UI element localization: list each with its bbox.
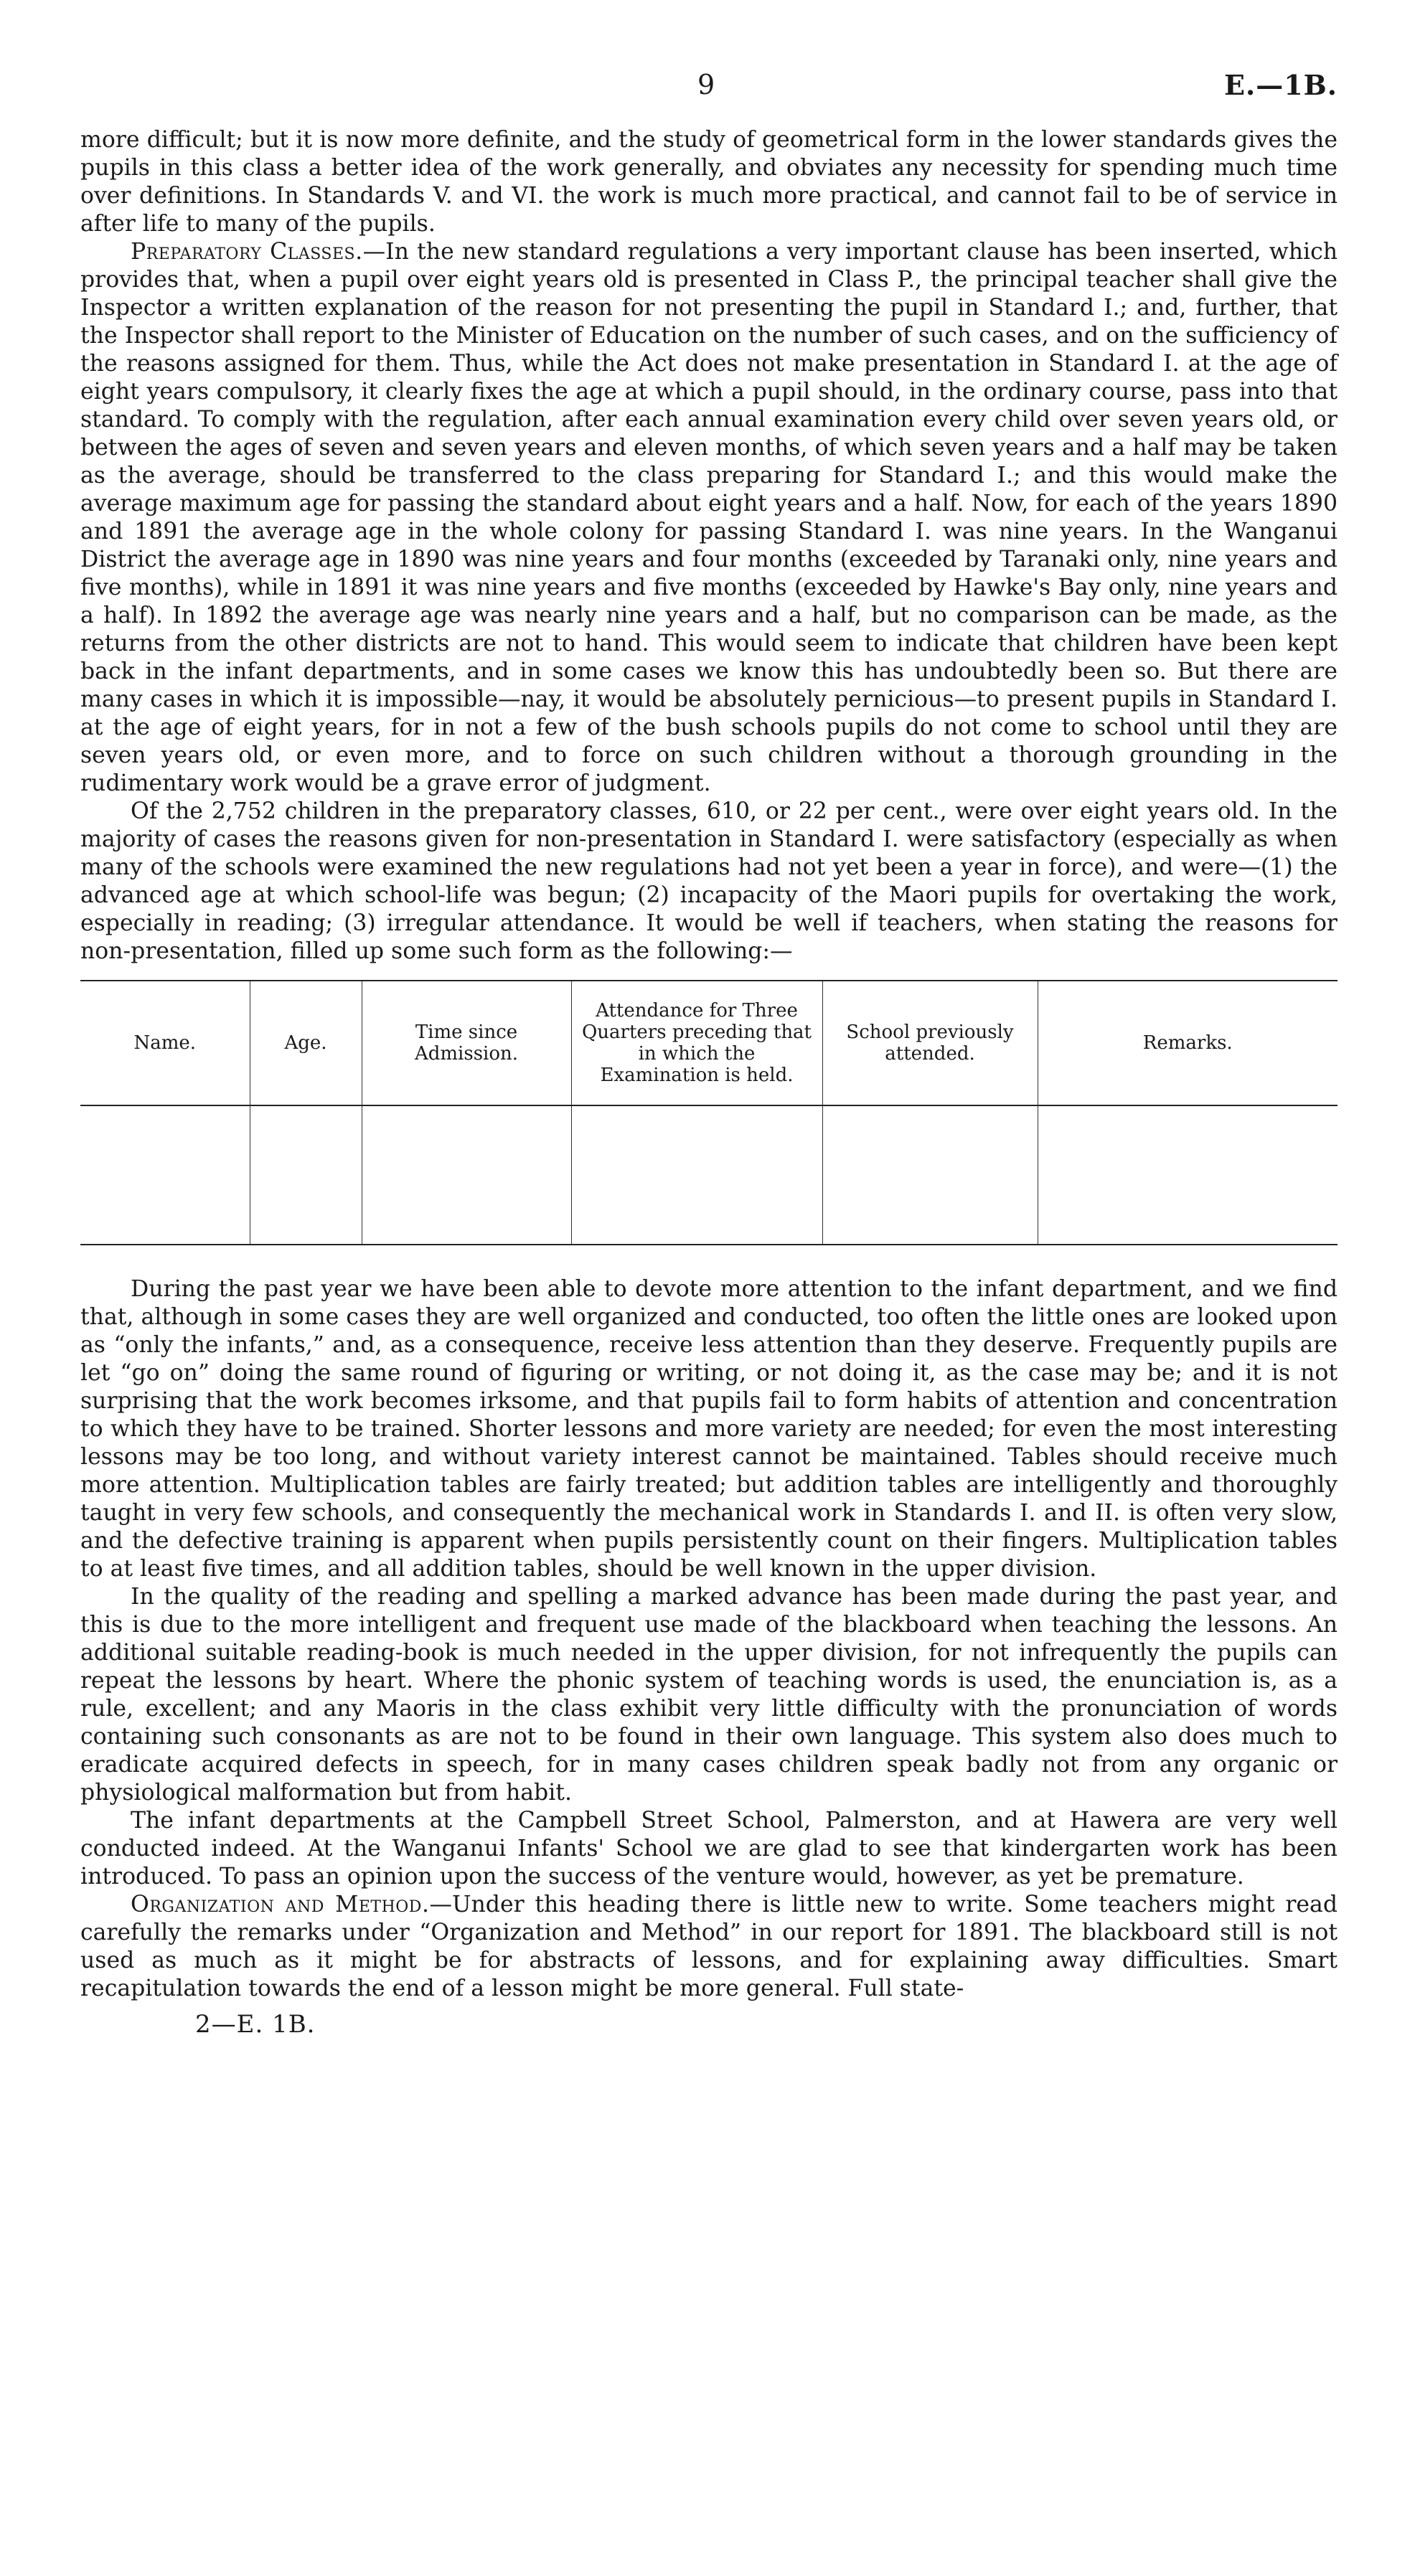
paragraph-organization-method: [80, 1891, 1338, 2003]
table-cell: [80, 1105, 250, 1245]
paragraph-text: more difficult; but it is now more definite, and the study of geometrical form in the lower standards gives the pupils in this class a better idea of the work generally, and obviates any necessity for spending much time over definitions. In Standards V. and VI. the work is much more practical, and cannot fail to be of service in after life to many of the pupils.: [80, 127, 1338, 237]
column-header-age: Age.: [250, 981, 362, 1105]
table-cell: [571, 1105, 822, 1245]
column-header-name: Name.: [80, 981, 250, 1105]
table-cell: [250, 1105, 362, 1245]
table-cell: [362, 1105, 571, 1245]
column-header-school-previously-attended: School previously attended.: [822, 981, 1038, 1105]
paragraph-text: Of the 2,752 children in the preparatory classes, 610, or 22 per cent., were over eight years old. In the majority of cases the reasons given for non-presentation in Standard I. were satisfactory (especially as when many of the schools were examined the new regulations had not yet been a year in force), and were—(1) the advanced age at which school-life was begun; (2) incapacity of the Maori pupils for overtaking the work, especially in reading; (3) irregular attendance. It would be well if teachers, when stating the reasons for non-presentation, filled up some such form as the following:—: [80, 798, 1338, 964]
document-code: E.—1B.: [1224, 69, 1338, 101]
column-header-remarks: Remarks.: [1038, 981, 1338, 1105]
paragraph-geometry: [80, 126, 1338, 238]
paragraph-infant-departments-schools: [80, 1807, 1338, 1891]
paragraph-text: During the past year we have been able to devote more attention to the infant department, and we find that, although in some cases they are well organized and conducted, too often the little ones are looked upon as “only the infants,” and, as a consequence, receive less attention than they deserve. Frequently pupils are let “go on” doing the same round of figuring or writing, or not doing it, as the case may be; and it is not surprising that the work becomes irksome, and that pupils fail to form habits of attention and concentration to which they have to be trained. Shorter lessons and more variety are needed; for even the most interesting lessons may be too long, and without variety interest cannot be maintained. Tables should receive much more attention. Multiplication tables are fairly treated; but addition tables are intelligently and thoroughly taught in very few schools, and consequently the mechanical work in Standards I. and II. is often very slow, and the defective training is apparent when pupils persistently count on their fingers. Multiplication tables to at least five times, and all addition tables, should be well known in the upper division.: [80, 1276, 1338, 1582]
paragraph-text: The infant departments at the Campbell Street School, Palmerston, and at Hawera are very well conducted indeed. At the Wanganui Infants' School we are glad to see that kindergarten work has been introduced. To pass an opinion upon the success of the venture would, however, as yet be premature.: [80, 1808, 1338, 1889]
paragraph-preparatory-statistics: [80, 798, 1338, 966]
form-table-blank-row: [80, 1105, 1338, 1245]
column-header-time-since-admission: Time since Admission.: [362, 981, 571, 1105]
paragraph-infant-department: [80, 1275, 1338, 1583]
document-page: [80, 69, 1338, 2039]
section-heading-preparatory-classes: Preparatory Classes.: [131, 239, 363, 265]
page-header: [80, 69, 1338, 126]
paragraph-text: —Under this heading there is little new to write. Some teachers might read carefully the remarks under “Organization and Method” in our report for 1891. The blackboard still is not used as much as it might be for abstracts of lessons, and for explaining away difficulties. Smart recapitulation towards the end of a lesson might be more general. Full state-: [80, 1892, 1338, 2001]
table-cell: [1038, 1105, 1338, 1245]
paragraph-text: In the quality of the reading and spelling a marked advance has been made during the past year, and this is due to the more intelligent and frequent use made of the blackboard when teaching the lessons. An additional suitable reading-book is much needed in the upper division, for not infrequently the pupils can repeat the lessons by heart. Where the phonic system of teaching words is used, the enunciation is, as a rule, excellent; and any Maoris in the class exhibit very little difficulty with the pronunciation of words containing such consonants as are not to be found in their own language. This system also does much to eradicate acquired defects in speech, for in many cases children speak badly not from any organic or physiological malformation but from habit.: [80, 1584, 1338, 1806]
page-number: 9: [697, 69, 716, 100]
signature-mark: 2—E. 1B.: [195, 2010, 316, 2039]
table-cell: [822, 1105, 1038, 1245]
form-table-header-row: [80, 981, 1338, 1105]
section-heading-organization-method: Organization and Method.: [131, 1892, 430, 1917]
paragraph-preparatory-classes: [80, 238, 1338, 798]
form-table: [80, 980, 1338, 1245]
column-header-attendance: Attendance for Three Quarters preceding that in which the Examination is held.: [571, 981, 822, 1105]
paragraph-text: —In the new standard regulations a very important clause has been inserted, which provides that, when a pupil over eight years old is presented in Class P., the principal teacher shall give the Inspector a written explanation of the reason for not presenting the pupil in Standard I.; and, further, that the Inspector shall report to the Minister of Education on the number of such cases, and on the sufficiency of the reasons assigned for them. Thus, while the Act does not make presentation in Standard I. at the age of eight years compulsory, it clearly fixes the age at which a pupil should, in the ordinary course, pass into that standard. To comply with the regulation, after each annual examination every child over seven years old, or between the ages of seven and seven years and eleven months, of which seven years and a half may be taken as the average, should be transferred to the class preparing for Standard I.; and this would make the average maximum age for passing the standard about eight years and a half. Now, for each of the years 1890 and 1891 the average age in the whole colony for passing Standard I. was nine years. In the Wanganui District the average age in 1890 was nine years and four months (exceeded by Taranaki only, nine years and five months), while in 1891 it was nine years and five months (exceeded by Hawke's Bay only, nine years and a half). In 1892 the average age was nearly nine years and a half, but no comparison can be made, as the returns from the other districts are not to hand. This would seem to indicate that children have been kept back in the infant departments, and in some cases we know this has undoubtedly been so. But there are many cases in which it is impossible—nay, it would be absolutely pernicious—to present pupils in Standard I. at the age of eight years, for in not a few of the bush schools pupils do not come to school until they are seven years old, or even more, and to force on such children without a thorough grounding in the rudimentary work would be a grave error of judgment.: [80, 239, 1338, 796]
paragraph-reading-spelling: [80, 1583, 1338, 1807]
non-presentation-form: [80, 980, 1338, 1245]
